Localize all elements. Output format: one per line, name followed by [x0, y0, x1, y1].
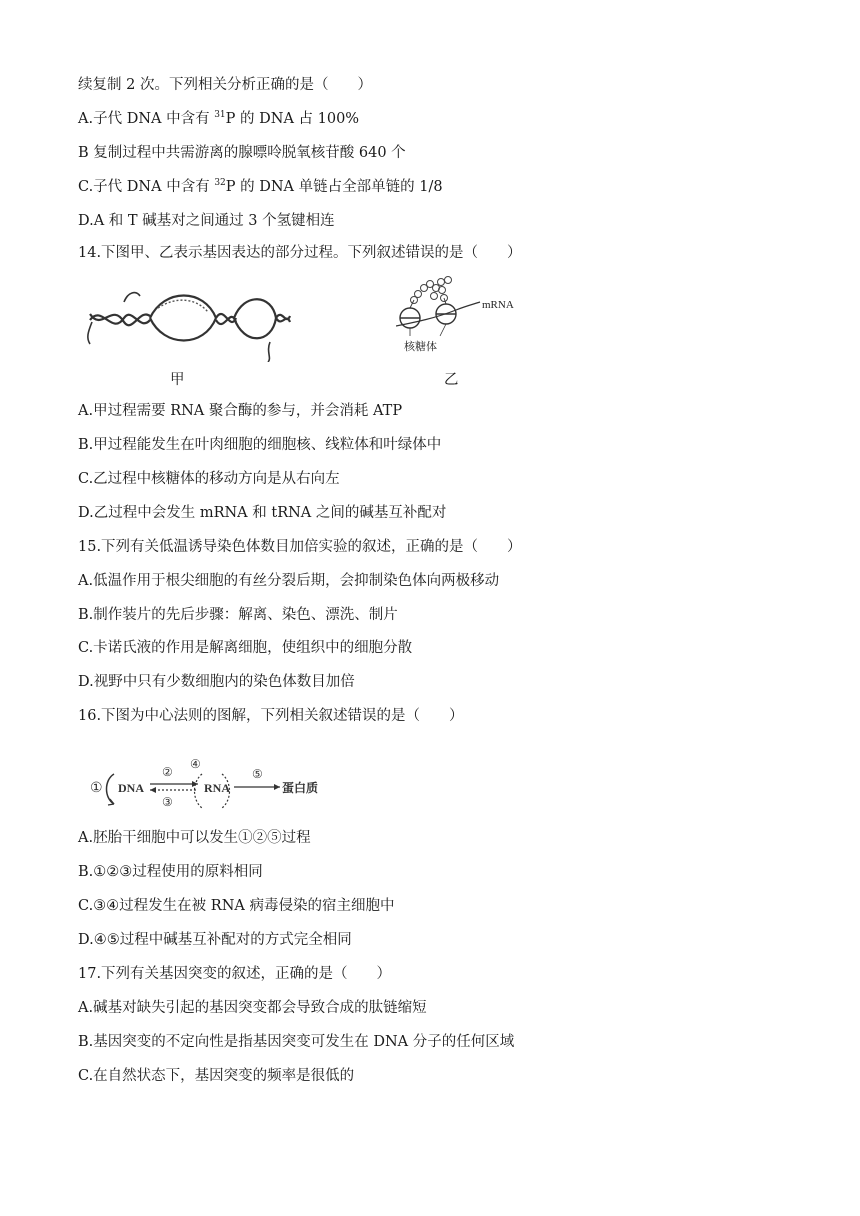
label-protein: 蛋白质 [282, 781, 319, 795]
mrna-label: mRNA [482, 299, 514, 311]
q13c-text-post: P 的 DNA 单链占全部单链的 1/8 [225, 179, 443, 195]
q13-option-d: D.A 和 T 碱基对之间通过 3 个氢键相连 [78, 213, 335, 229]
q13c-superscript: 32 [214, 178, 226, 188]
q15-option-b: B.制作装片的先后步骤：解离、染色、漂洗、制片 [78, 607, 398, 623]
label-rna: RNA [204, 781, 230, 795]
figure-caption-yi: 乙 [444, 372, 459, 388]
q14-option-d: D.乙过程中会发生 mRNA 和 tRNA 之间的碱基互补配对 [78, 505, 447, 521]
q15-stem: 15.下列有关低温诱导染色体数目加倍实验的叙述，正确的是（ ） [78, 539, 522, 555]
q17-option-c: C.在自然状态下，基因突变的频率是很低的 [78, 1068, 355, 1084]
q13c-text-pre: C.子代 DNA 中含有 [78, 179, 215, 195]
label-process-2: ② [162, 765, 173, 779]
q17-option-b: B.基因突变的不定向性是指基因突变可发生在 DNA 分子的任何区域 [78, 1034, 515, 1050]
q14-stem: 14.下图甲、乙表示基因表达的部分过程。下列叙述错误的是（ ） [78, 245, 522, 261]
q15-option-a: A.低温作用于根尖细胞的有丝分裂后期，会抑制染色体向两极移动 [78, 573, 500, 589]
label-process-5: ⑤ [252, 767, 263, 781]
q14-option-b: B.甲过程能发生在叶肉细胞的细胞核、线粒体和叶绿体中 [78, 437, 442, 453]
figure-central-dogma [84, 752, 334, 812]
q16-stem: 16.下图为中心法则的图解，下列相关叙述错误的是（ ） [78, 708, 464, 724]
label-process-4: ④ [190, 757, 201, 771]
ribosome-label: 核糖体 [404, 341, 437, 353]
q17-stem: 17.下列有关基因突变的叙述，正确的是（ ） [78, 966, 392, 982]
q16-option-d: D.④⑤过程中碱基互补配对的方式完全相同 [78, 932, 352, 948]
q13-option-c [78, 177, 443, 197]
q16-option-a: A.胚胎干细胞中可以发生①②⑤过程 [78, 830, 311, 846]
q17-option-a: A.碱基对缺失引起的基因突变都会导致合成的肽链缩短 [78, 1000, 427, 1016]
figure-transcription-diagram [84, 282, 294, 362]
q13-option-b: B 复制过程中共需游离的腺嘌呤脱氧核苷酸 640 个 [78, 145, 406, 161]
q13a-text-pre: A.子代 DNA 中含有 [78, 111, 215, 127]
q13a-text-post: P 的 DNA 占 100% [225, 111, 360, 127]
figure-caption-jia: 甲 [170, 372, 185, 388]
q14-option-a: A.甲过程需要 RNA 聚合酶的参与，并会消耗 ATP [78, 403, 403, 419]
q13a-superscript: 31 [214, 110, 226, 120]
label-dna: DNA [118, 781, 144, 795]
q13-option-a [78, 109, 359, 129]
q15-option-c: C.卡诺氏液的作用是解离细胞，使组织中的细胞分散 [78, 640, 413, 656]
label-process-3: ③ [162, 795, 173, 809]
q16-option-c: C.③④过程发生在被 RNA 病毒侵染的宿主细胞中 [78, 898, 395, 914]
q15-option-d: D.视野中只有少数细胞内的染色体数目加倍 [78, 674, 355, 690]
q14-option-c: C.乙过程中核糖体的移动方向是从右向左 [78, 471, 340, 487]
q13-stem-continuation: 续复制 2 次。下列相关分析正确的是（ ） [78, 77, 372, 93]
q16-option-b: B.①②③过程使用的原料相同 [78, 864, 263, 880]
figure-translation-diagram [396, 276, 526, 356]
label-process-1: ① [90, 781, 103, 796]
